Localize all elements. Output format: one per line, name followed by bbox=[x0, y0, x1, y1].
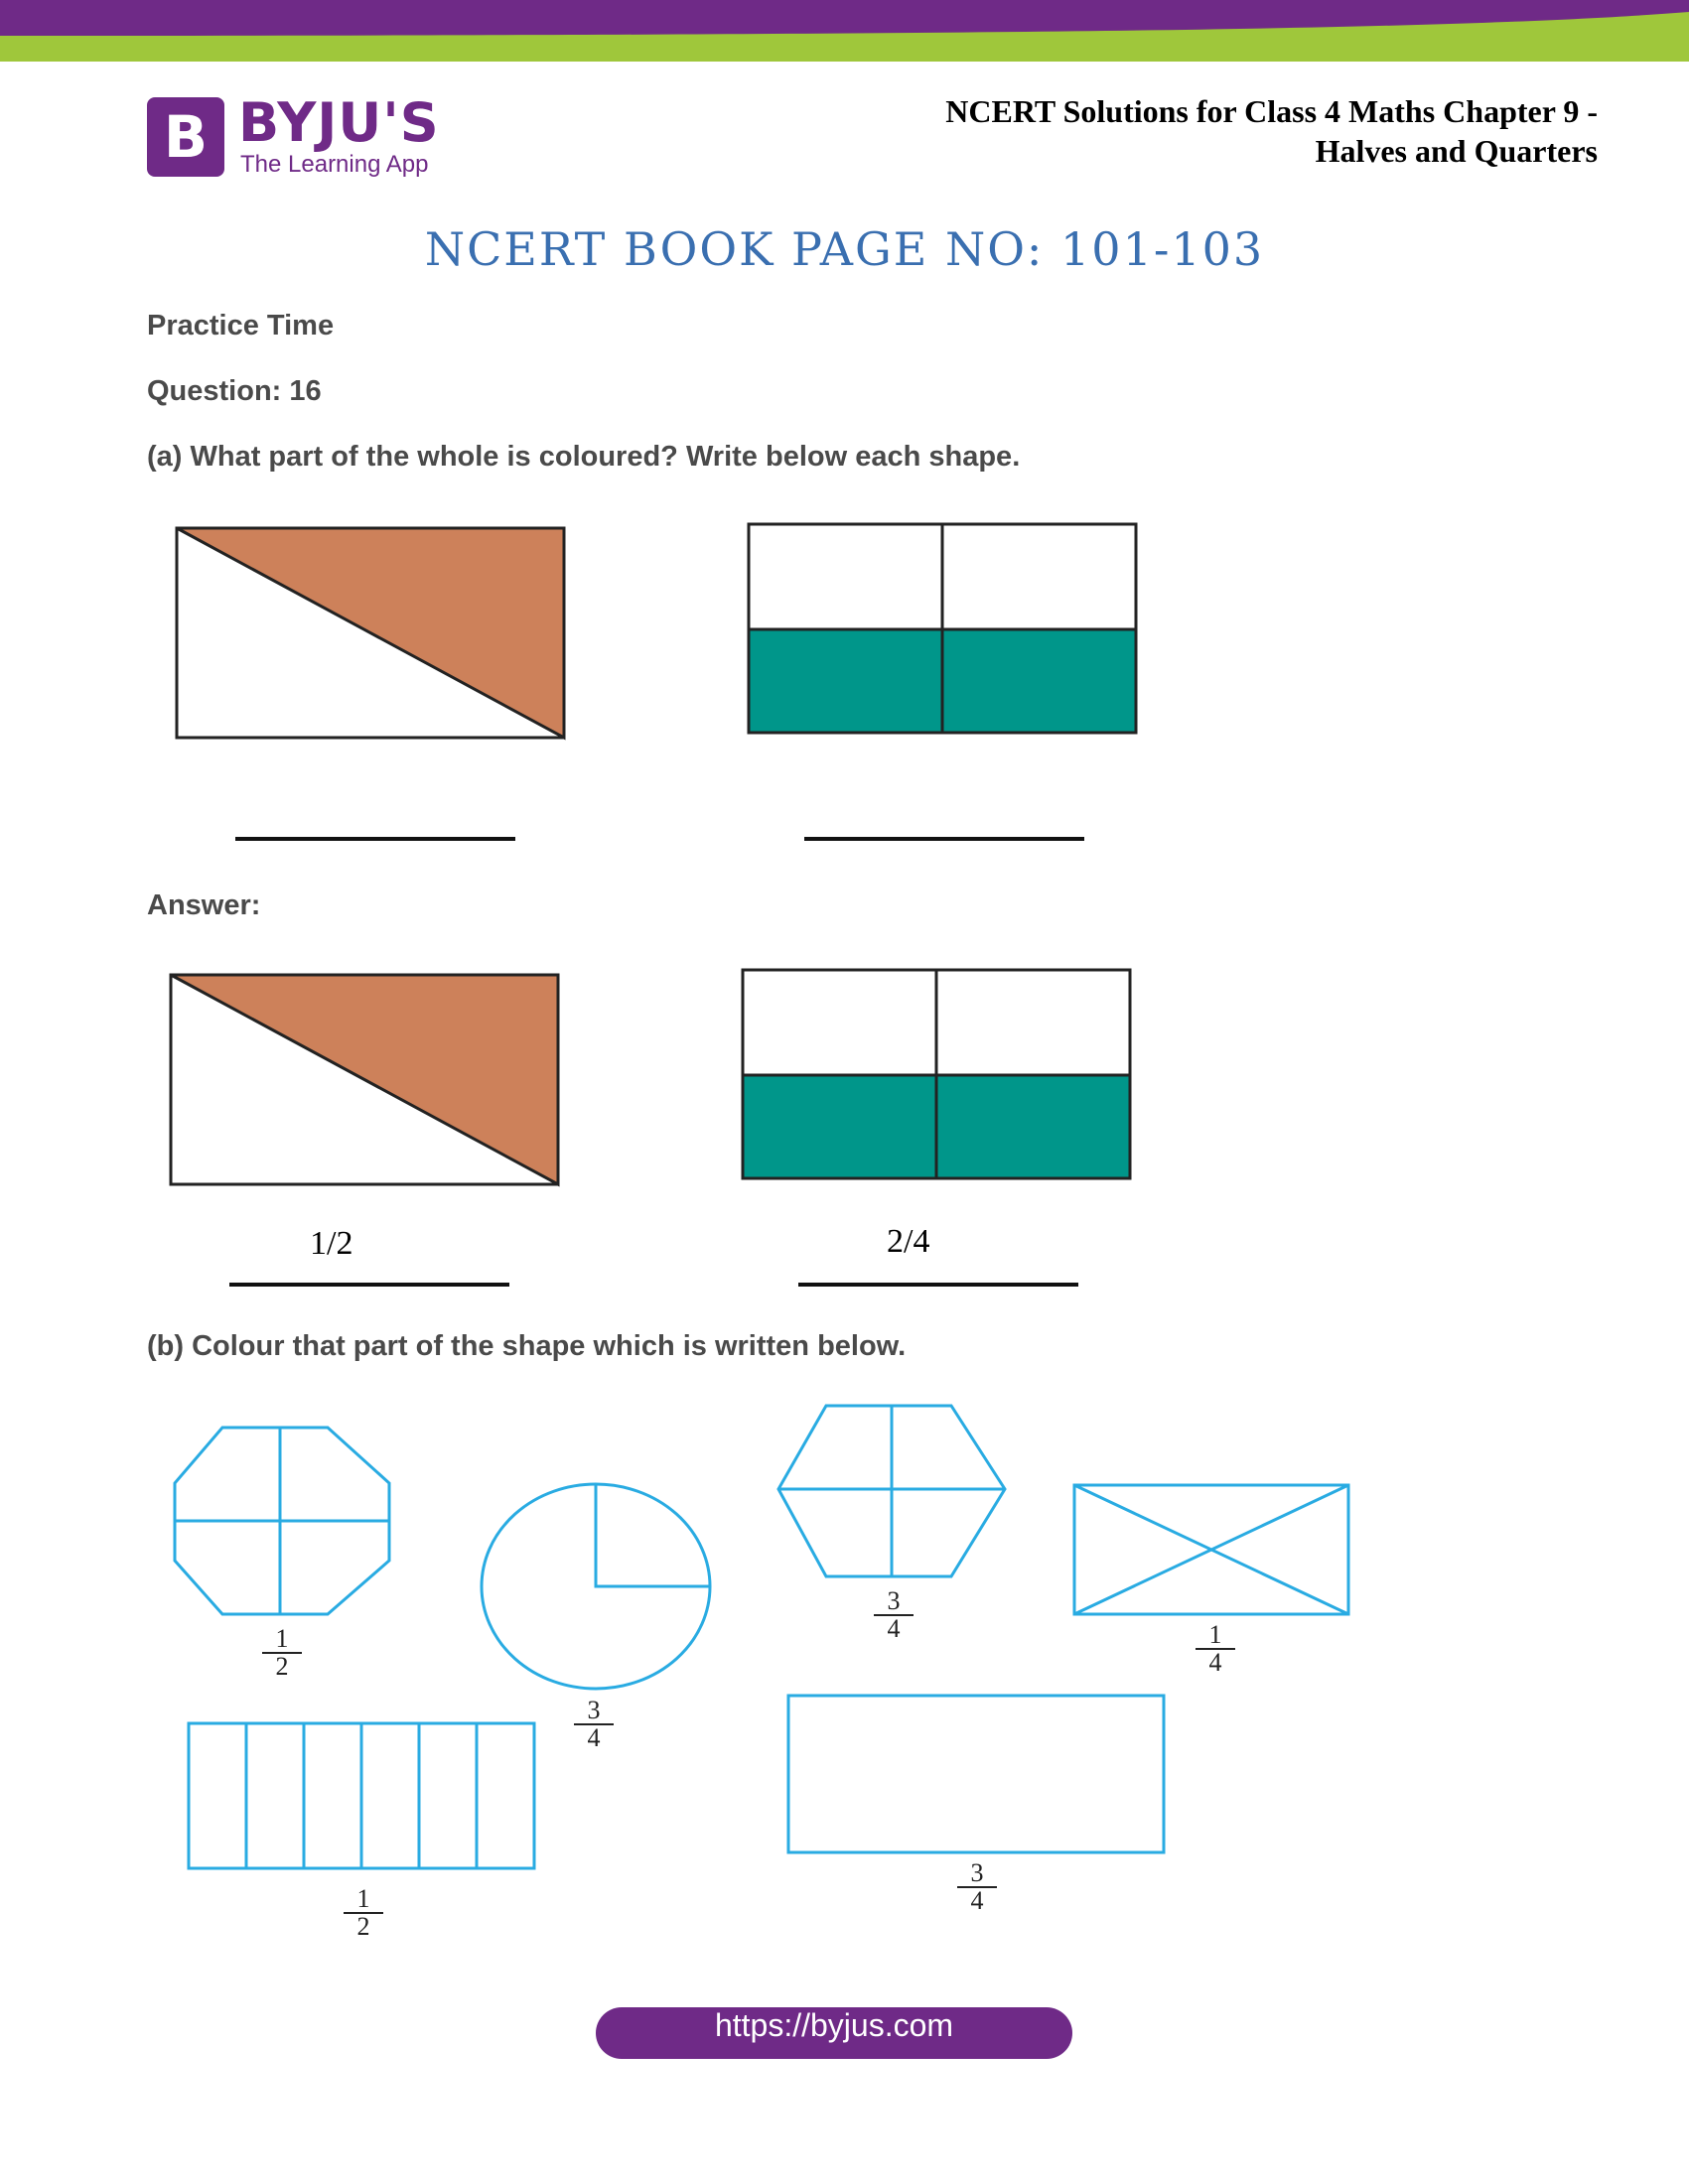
fraction-label-octagon: $\frac{1}{2}$ bbox=[262, 1628, 302, 1678]
logo-name: BYJU'S bbox=[238, 91, 440, 154]
question-label: Question: 16 bbox=[147, 375, 322, 407]
part-a-prompt: (a) What part of the whole is coloured? Write below each shape. bbox=[147, 441, 1021, 473]
footer-url-link[interactable]: https://byjus.com bbox=[596, 2007, 1072, 2059]
quartered-rectangle bbox=[747, 522, 1138, 735]
fraction-label-plain-rectangle: $\frac{3}{4}$ bbox=[957, 1862, 997, 1912]
fraction-label-hexagon: $\frac{3}{4}$ bbox=[874, 1590, 914, 1640]
header-band bbox=[0, 0, 1689, 62]
strips-rectangle-shape bbox=[187, 1721, 536, 1872]
rectangle-diagonals-shape bbox=[1072, 1483, 1350, 1618]
fraction-label-strips-rectangle: $\frac{1}{2}$ bbox=[344, 1888, 383, 1938]
document-title-line1: NCERT Solutions for Class 4 Maths Chapter 9 - bbox=[945, 93, 1598, 129]
answer-line bbox=[798, 1283, 1078, 1287]
practice-time-label: Practice Time bbox=[147, 310, 335, 341]
fraction-label-circle: $\frac{3}{4}$ bbox=[574, 1700, 614, 1749]
page-heading: NCERT BOOK PAGE NO: 101-103 bbox=[424, 222, 1265, 276]
circle-shape bbox=[479, 1481, 713, 1692]
part-b-prompt: (b) Colour that part of the shape which is written below. bbox=[147, 1330, 907, 1362]
quartered-rectangle bbox=[741, 968, 1132, 1180]
document-title bbox=[945, 91, 1598, 171]
fraction-label-rectangle-diagonals: $\frac{1}{4}$ bbox=[1196, 1624, 1235, 1674]
answer-value-1: 1/2 bbox=[310, 1225, 353, 1262]
logo-mark-icon: B bbox=[147, 97, 224, 177]
diagonal-half-rectangle bbox=[169, 973, 561, 1186]
document-title-line2: Halves and Quarters bbox=[1315, 133, 1598, 169]
plain-rectangle-shape bbox=[786, 1694, 1166, 1854]
answer-value-2: 2/4 bbox=[887, 1223, 930, 1260]
logo-tagline: The Learning App bbox=[240, 151, 429, 178]
hexagon-shape bbox=[776, 1404, 1007, 1578]
byjus-logo bbox=[147, 91, 445, 179]
diagonal-half-rectangle bbox=[175, 526, 567, 740]
answer-line bbox=[229, 1283, 509, 1287]
octagon-shape bbox=[173, 1426, 391, 1616]
answer-label: Answer: bbox=[147, 889, 261, 921]
answer-blank-line bbox=[804, 837, 1084, 841]
answer-blank-line bbox=[235, 837, 515, 841]
